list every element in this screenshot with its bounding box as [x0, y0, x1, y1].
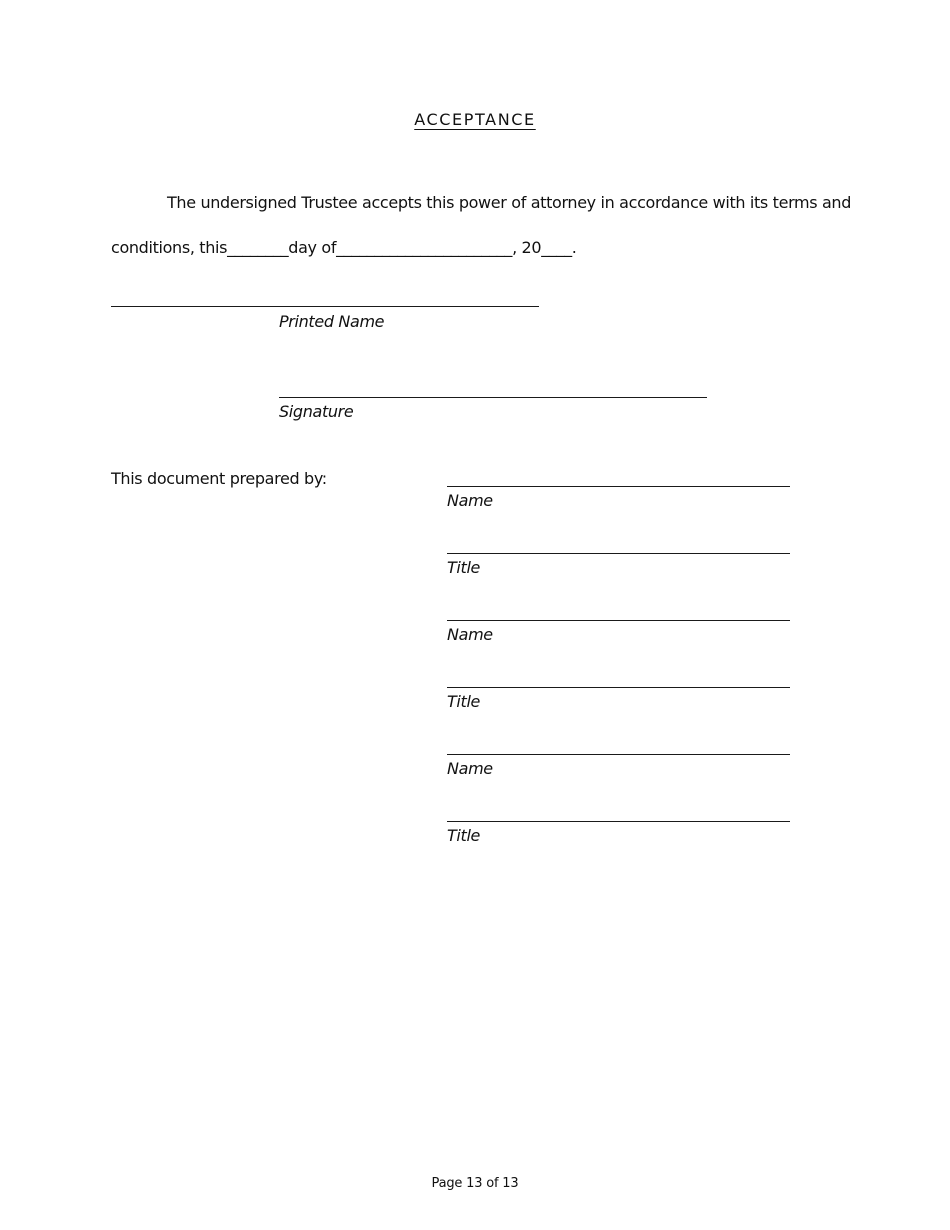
prepared-by-title-line-2[interactable] [447, 687, 790, 688]
printed-name-label: Printed Name [279, 312, 385, 331]
prepared-by-title-line-1[interactable] [447, 553, 790, 554]
body-text-line-2: conditions, this________day of_______________________, 20____. [111, 238, 577, 257]
prepared-by-title-line-3[interactable] [447, 821, 790, 822]
prepared-by-field-label: Name [447, 625, 493, 644]
body-text-line-1: The undersigned Trustee accepts this power of attorney in accordance with its terms and [167, 193, 852, 212]
signature-label: Signature [279, 402, 354, 421]
page-number: Page 13 of 13 [431, 1176, 519, 1191]
prepared-by-name-line-1[interactable] [447, 486, 790, 487]
prepared-by-name-line-2[interactable] [447, 620, 790, 621]
signature-line[interactable] [279, 397, 707, 398]
prepared-by-field-label: Name [447, 491, 493, 510]
prepared-by-field-label: Name [447, 759, 493, 778]
prepared-by-label: This document prepared by: [111, 469, 327, 488]
printed-name-line[interactable] [111, 306, 539, 307]
prepared-by-field-label: Title [447, 826, 481, 845]
prepared-by-field-label: Title [447, 558, 481, 577]
document-heading: ACCEPTANCE [414, 110, 536, 129]
prepared-by-name-line-3[interactable] [447, 754, 790, 755]
prepared-by-field-label: Title [447, 692, 481, 711]
